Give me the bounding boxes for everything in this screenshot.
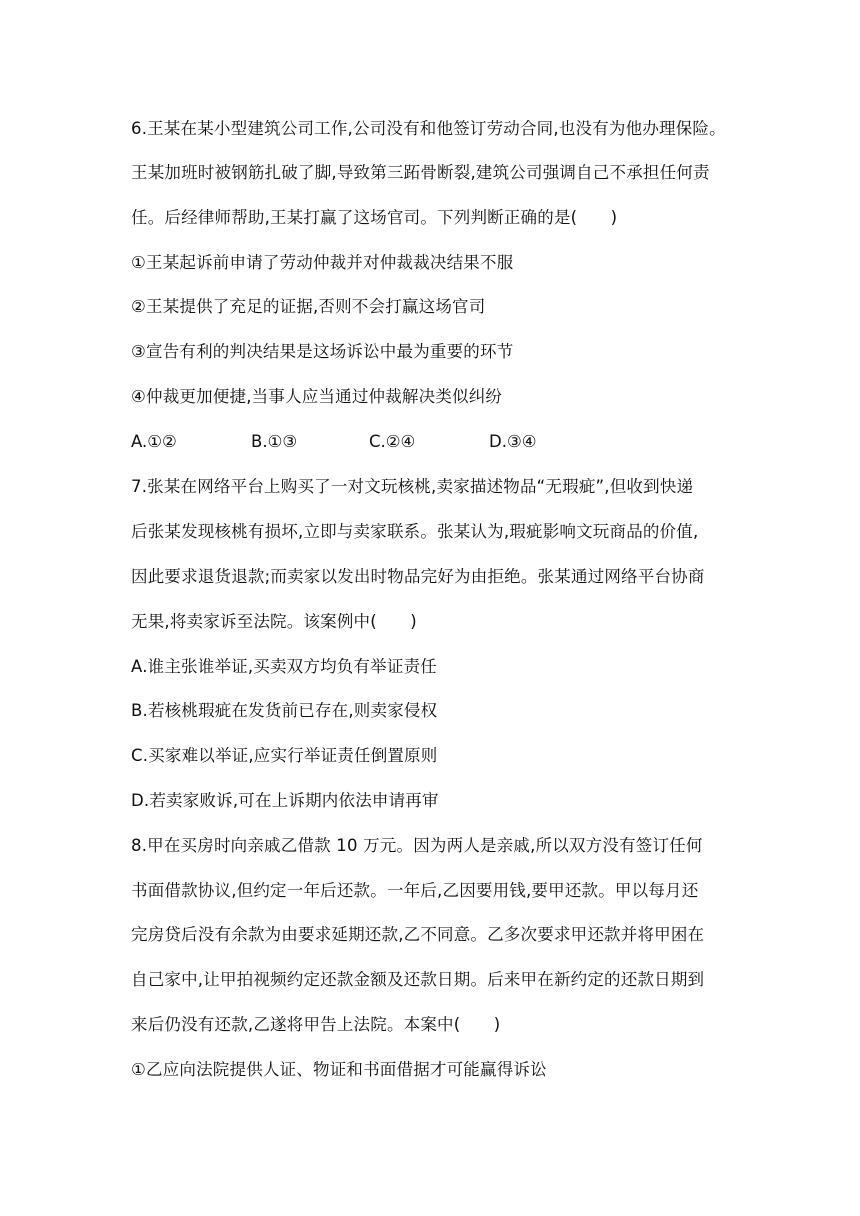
q6-stem-line-2: 王某加班时被钢筋扎破了脚,导致第三跖骨断裂,建筑公司强调自己不承担任何责 [131,163,710,182]
q8-stem-line-2: 书面借款协议,但约定一年后还款。一年后,乙因要用钱,要甲还款。甲以每月还 [131,881,699,900]
q8-statement-1: ①乙应向法院提供人证、物证和书面借据才可能赢得诉讼 [131,1060,547,1079]
q6-statement-1: ①王某起诉前申请了劳动仲裁并对仲裁裁决结果不服 [131,253,514,272]
q8-stem-line-3: 完房贷后没有余款为由要求延期还款,乙不同意。乙多次要求甲还款并将甲困在 [131,925,705,944]
q7-option-c: C.买家难以举证,应实行举证责任倒置原则 [131,746,438,765]
q7-stem-line-2: 后张某发现核桃有损坏,立即与卖家联系。张某认为,瑕疵影响文玩商品的价值, [131,522,699,541]
q6-stem-line-1: 6.王某在某小型建筑公司工作,公司没有和他签订劳动合同,也没有为他办理保险。 [131,119,726,138]
q7-option-d: D.若卖家败诉,可在上诉期内依法申请再审 [131,791,439,810]
q7-stem-line-1: 7.张某在网络平台上购买了一对文玩核桃,卖家描述物品“无瑕疵”,但收到快递 [131,477,694,496]
q8-stem-line-5: 来后仍没有还款,乙遂将甲告上法院。本案中( ) [131,1015,501,1034]
q6-option-d: D.③④ [489,432,537,451]
q6-stem-line-3: 任。后经律师帮助,王某打赢了这场官司。下列判断正确的是( ) [131,208,618,227]
q6-statement-3: ③宣告有利的判决结果是这场诉讼中最为重要的环节 [131,342,514,361]
q7-stem-line-3: 因此要求退货退款;而卖家以发出时物品完好为由拒绝。张某通过网络平台协商 [131,567,705,586]
q6-option-b: B.①③ [251,432,298,451]
q8-stem-line-1: 8.甲在买房时向亲戚乙借款 10 万元。因为两人是亲戚,所以双方没有签订任何 [131,836,703,855]
q6-option-a: A.①② [131,432,177,451]
q7-option-a: A.谁主张谁举证,买卖双方均负有举证责任 [131,657,437,676]
q6-option-c: C.②④ [369,432,416,451]
q6-statement-4: ④仲裁更加便捷,当事人应当通过仲裁解决类似纠纷 [131,387,503,406]
q8-stem-line-4: 自己家中,让甲拍视频约定还款金额及还款日期。后来甲在新约定的还款日期到 [131,970,705,989]
q7-option-b: B.若核桃瑕疵在发货前已存在,则卖家侵权 [131,701,438,720]
q6-statement-2: ②王某提供了充足的证据,否则不会打赢这场官司 [131,297,486,316]
q7-stem-line-4: 无果,将卖家诉至法院。该案例中( ) [131,612,417,631]
